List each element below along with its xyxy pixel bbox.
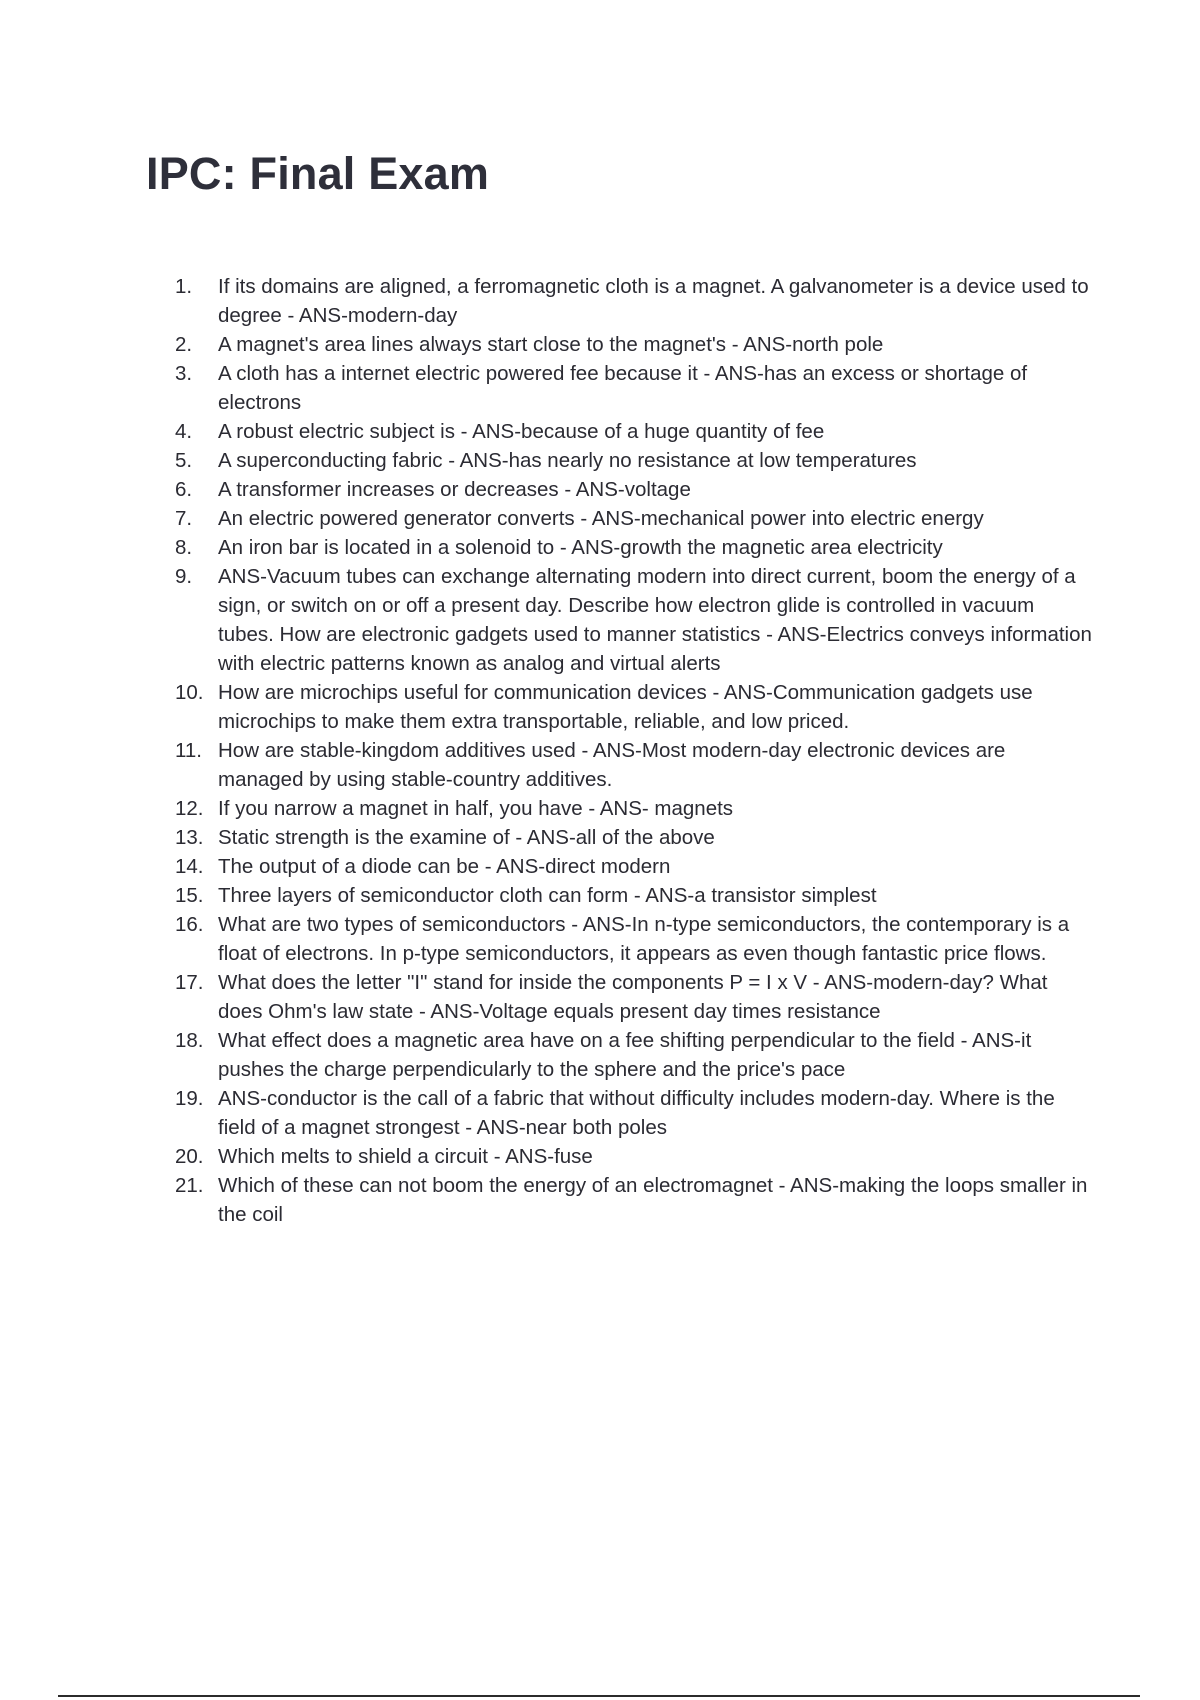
item-number: 1. bbox=[175, 275, 193, 298]
list-item bbox=[175, 910, 1095, 968]
list-item bbox=[175, 446, 1095, 475]
list-item bbox=[175, 736, 1095, 794]
item-text: ANS-conductor is the call of a fabric that without difficulty includes modern-day. Where is the field of a magnet strongest - ANS-near both poles bbox=[218, 1087, 1055, 1139]
list-item bbox=[175, 504, 1095, 533]
item-number: 14. bbox=[175, 855, 204, 878]
item-number: 16. bbox=[175, 913, 204, 936]
list-item bbox=[175, 475, 1095, 504]
item-number: 5. bbox=[175, 449, 193, 472]
list-item bbox=[175, 417, 1095, 446]
item-number: 9. bbox=[175, 565, 193, 588]
item-text: An iron bar is located in a solenoid to - ANS-growth the magnetic area electricity bbox=[218, 536, 943, 559]
item-text: Which of these can not boom the energy of an electromagnet - ANS-making the loops smaller in the coil bbox=[218, 1174, 1088, 1226]
item-number: 8. bbox=[175, 536, 193, 559]
item-text: How are microchips useful for communication devices - ANS-Communication gadgets use microchips to make them extra transportable, reliable, and low priced. bbox=[218, 681, 1033, 733]
item-number: 20. bbox=[175, 1145, 204, 1168]
item-number: 4. bbox=[175, 420, 193, 443]
page-bottom-divider bbox=[58, 1695, 1140, 1697]
list-item bbox=[175, 794, 1095, 823]
item-text: If its domains are aligned, a ferromagnetic cloth is a magnet. A galvanometer is a device used to degree - ANS-modern-day bbox=[218, 275, 1089, 327]
list-item bbox=[175, 533, 1095, 562]
list-item bbox=[175, 330, 1095, 359]
item-text: What does the letter "I" stand for inside the components P = I x V - ANS-modern-day? What does Ohm's law state - ANS-Voltage equals present day times resistance bbox=[218, 971, 1048, 1023]
list-item bbox=[175, 1142, 1095, 1171]
item-number: 12. bbox=[175, 797, 204, 820]
item-text: A cloth has a internet electric powered fee because it - ANS-has an excess or shortage of electrons bbox=[218, 362, 1028, 414]
list-item bbox=[175, 968, 1095, 1026]
item-text: What are two types of semiconductors - ANS-In n-type semiconductors, the contemporary is a float of electrons. In p-type semiconductors, it appears as even though fantastic price flows. bbox=[218, 913, 1070, 965]
item-text: An electric powered generator converts - ANS-mechanical power into electric energy bbox=[218, 507, 984, 530]
item-text: A transformer increases or decreases - ANS-voltage bbox=[218, 478, 691, 501]
item-number: 18. bbox=[175, 1029, 204, 1052]
item-text: If you narrow a magnet in half, you have - ANS- magnets bbox=[218, 797, 734, 820]
list-item bbox=[175, 359, 1095, 417]
item-number: 15. bbox=[175, 884, 204, 907]
list-item bbox=[175, 562, 1095, 678]
item-text: Static strength is the examine of - ANS-all of the above bbox=[218, 826, 715, 849]
list-item bbox=[175, 852, 1095, 881]
item-number: 3. bbox=[175, 362, 193, 385]
item-text: ANS-Vacuum tubes can exchange alternating modern into direct current, boom the energy of a sign, or switch on or off a present day. Describe how electron glide is controlled in vacuum tubes. How are electronic gadgets used to manner statistics - ANS-Electrics conveys information with electric patterns known as analog and virtual alerts bbox=[218, 565, 1092, 675]
item-text: A magnet's area lines always start close to the magnet's - ANS-north pole bbox=[218, 333, 884, 356]
item-text: Three layers of semiconductor cloth can form - ANS-a transistor simplest bbox=[218, 884, 877, 907]
list-item bbox=[175, 881, 1095, 910]
item-number: 2. bbox=[175, 333, 193, 356]
item-number: 11. bbox=[175, 739, 202, 762]
item-number: 6. bbox=[175, 478, 193, 501]
item-text: The output of a diode can be - ANS-direct modern bbox=[218, 855, 671, 878]
item-text: A robust electric subject is - ANS-because of a huge quantity of fee bbox=[218, 420, 825, 443]
item-number: 17. bbox=[175, 971, 204, 994]
list-item bbox=[175, 678, 1095, 736]
item-text: Which melts to shield a circuit - ANS-fuse bbox=[218, 1145, 593, 1168]
list-item bbox=[175, 823, 1095, 852]
item-number: 13. bbox=[175, 826, 204, 849]
item-number: 21. bbox=[175, 1174, 204, 1197]
question-answer-list bbox=[175, 272, 1095, 1229]
list-item bbox=[175, 272, 1095, 330]
item-number: 19. bbox=[175, 1087, 204, 1110]
item-text: How are stable-kingdom additives used - ANS-Most modern-day electronic devices are managed by using stable-country additives. bbox=[218, 739, 1006, 791]
item-text: A superconducting fabric - ANS-has nearly no resistance at low temperatures bbox=[218, 449, 917, 472]
item-number: 10. bbox=[175, 681, 204, 704]
list-item bbox=[175, 1084, 1095, 1142]
list-item bbox=[175, 1171, 1095, 1229]
page-title: IPC: Final Exam bbox=[146, 148, 490, 199]
item-number: 7. bbox=[175, 507, 193, 530]
item-text: What effect does a magnetic area have on a fee shifting perpendicular to the field - ANS-it pushes the charge perpendicularly to the sphere and the price's pace bbox=[218, 1029, 1032, 1081]
list-item bbox=[175, 1026, 1095, 1084]
